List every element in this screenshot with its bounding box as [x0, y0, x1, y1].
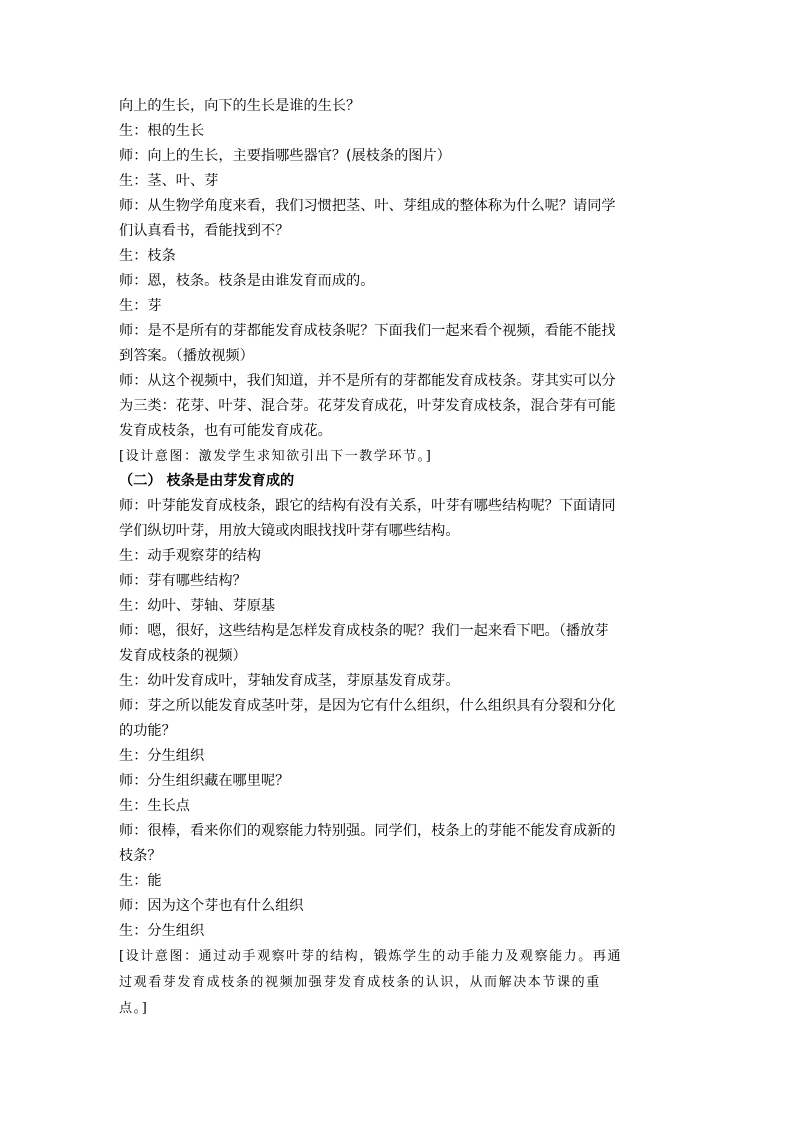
text-line: 到答案。（播放视频） — [119, 348, 254, 364]
text-line: 生：动手观察芽的结构 — [119, 548, 261, 564]
design-note: 点。] — [119, 1001, 149, 1016]
text-line: 师：嗯，很好，这些结构是怎样发育成枝条的呢？我们一起来看下吧。（播放芽 — [119, 623, 609, 639]
text-line: 师：恩，枝条。枝条是由谁发育而成的。 — [119, 273, 375, 289]
text-line: 生：幼叶、芽轴、芽原基 — [119, 598, 276, 614]
text-line: 师：芽之所以能发育成茎叶芽，是因为它有什么组织，什么组织具有分裂和分化 — [119, 698, 616, 714]
text-line: 生：能 — [119, 873, 162, 889]
text-line: 发育成枝条的视频） — [119, 648, 247, 664]
text-line: 们认真看书，看能找到不？ — [119, 223, 290, 239]
text-line: 发育成枝条，也有可能发育成花。 — [119, 423, 332, 439]
text-line: 向上的生长，向下的生长是谁的生长？ — [119, 98, 361, 114]
design-note: 过观看芽发育成枝条的视频加强芽发育成枝条的认识，从而解决本节课的重 — [119, 975, 601, 990]
text-line: 师：分生组织藏在哪里呢？ — [119, 773, 290, 789]
text-line: 师：从这个视频中，我们知道，并不是所有的芽都能发育成枝条。芽其实可以分 — [119, 373, 616, 389]
design-note: [设计意图：通过动手观察叶芽的结构，锻炼学生的动手能力及观察能力。再通 — [119, 949, 623, 964]
section-heading: （二） 枝条是由芽发育成的 — [119, 473, 295, 489]
text-line: 生：分生组织 — [119, 923, 205, 939]
text-line: 为三类：花芽、叶芽、混合芽。花芽发育成花，叶芽发育成枝条，混合芽有可能 — [119, 398, 616, 414]
text-line: 师：很棒，看来你们的观察能力特别强。同学们，枝条上的芽能不能发育成新的 — [119, 823, 616, 839]
text-line: 生：芽 — [119, 298, 162, 314]
text-line: 师：因为这个芽也有什么组织 — [119, 898, 304, 914]
text-line: 师：是不是所有的芽都能发育成枝条呢？下面我们一起来看个视频，看能不能找 — [119, 323, 616, 339]
text-line: 生：茎、叶、芽 — [119, 173, 219, 189]
text-line: 师：芽有哪些结构？ — [119, 573, 247, 589]
document-page — [119, 94, 679, 1022]
text-line: 生：分生组织 — [119, 748, 205, 764]
text-line: 生：枝条 — [119, 248, 176, 264]
text-line: 生：生长点 — [119, 798, 190, 814]
text-line: 生：根的生长 — [119, 123, 205, 139]
design-note: [设计意图：激发学生求知欲引出下一教学环节。] — [119, 449, 433, 464]
text-line: 枝条？ — [119, 848, 162, 864]
text-line: 师：从生物学角度来看，我们习惯把茎、叶、芽组成的整体称为什么呢？请同学 — [119, 198, 616, 214]
text-line: 师：向上的生长，主要指哪些器官？(展枝条的图片） — [119, 148, 451, 164]
text-line: 师：叶芽能发育成枝条，跟它的结构有没有关系，叶芽有哪些结构呢？下面请同 — [119, 498, 616, 514]
text-line: 生：幼叶发育成叶，芽轴发育成茎，芽原基发育成芽。 — [119, 673, 460, 689]
text-line: 学们纵切叶芽，用放大镜或肉眼找找叶芽有哪些结构。 — [119, 523, 460, 539]
text-line: 的功能？ — [119, 723, 176, 739]
